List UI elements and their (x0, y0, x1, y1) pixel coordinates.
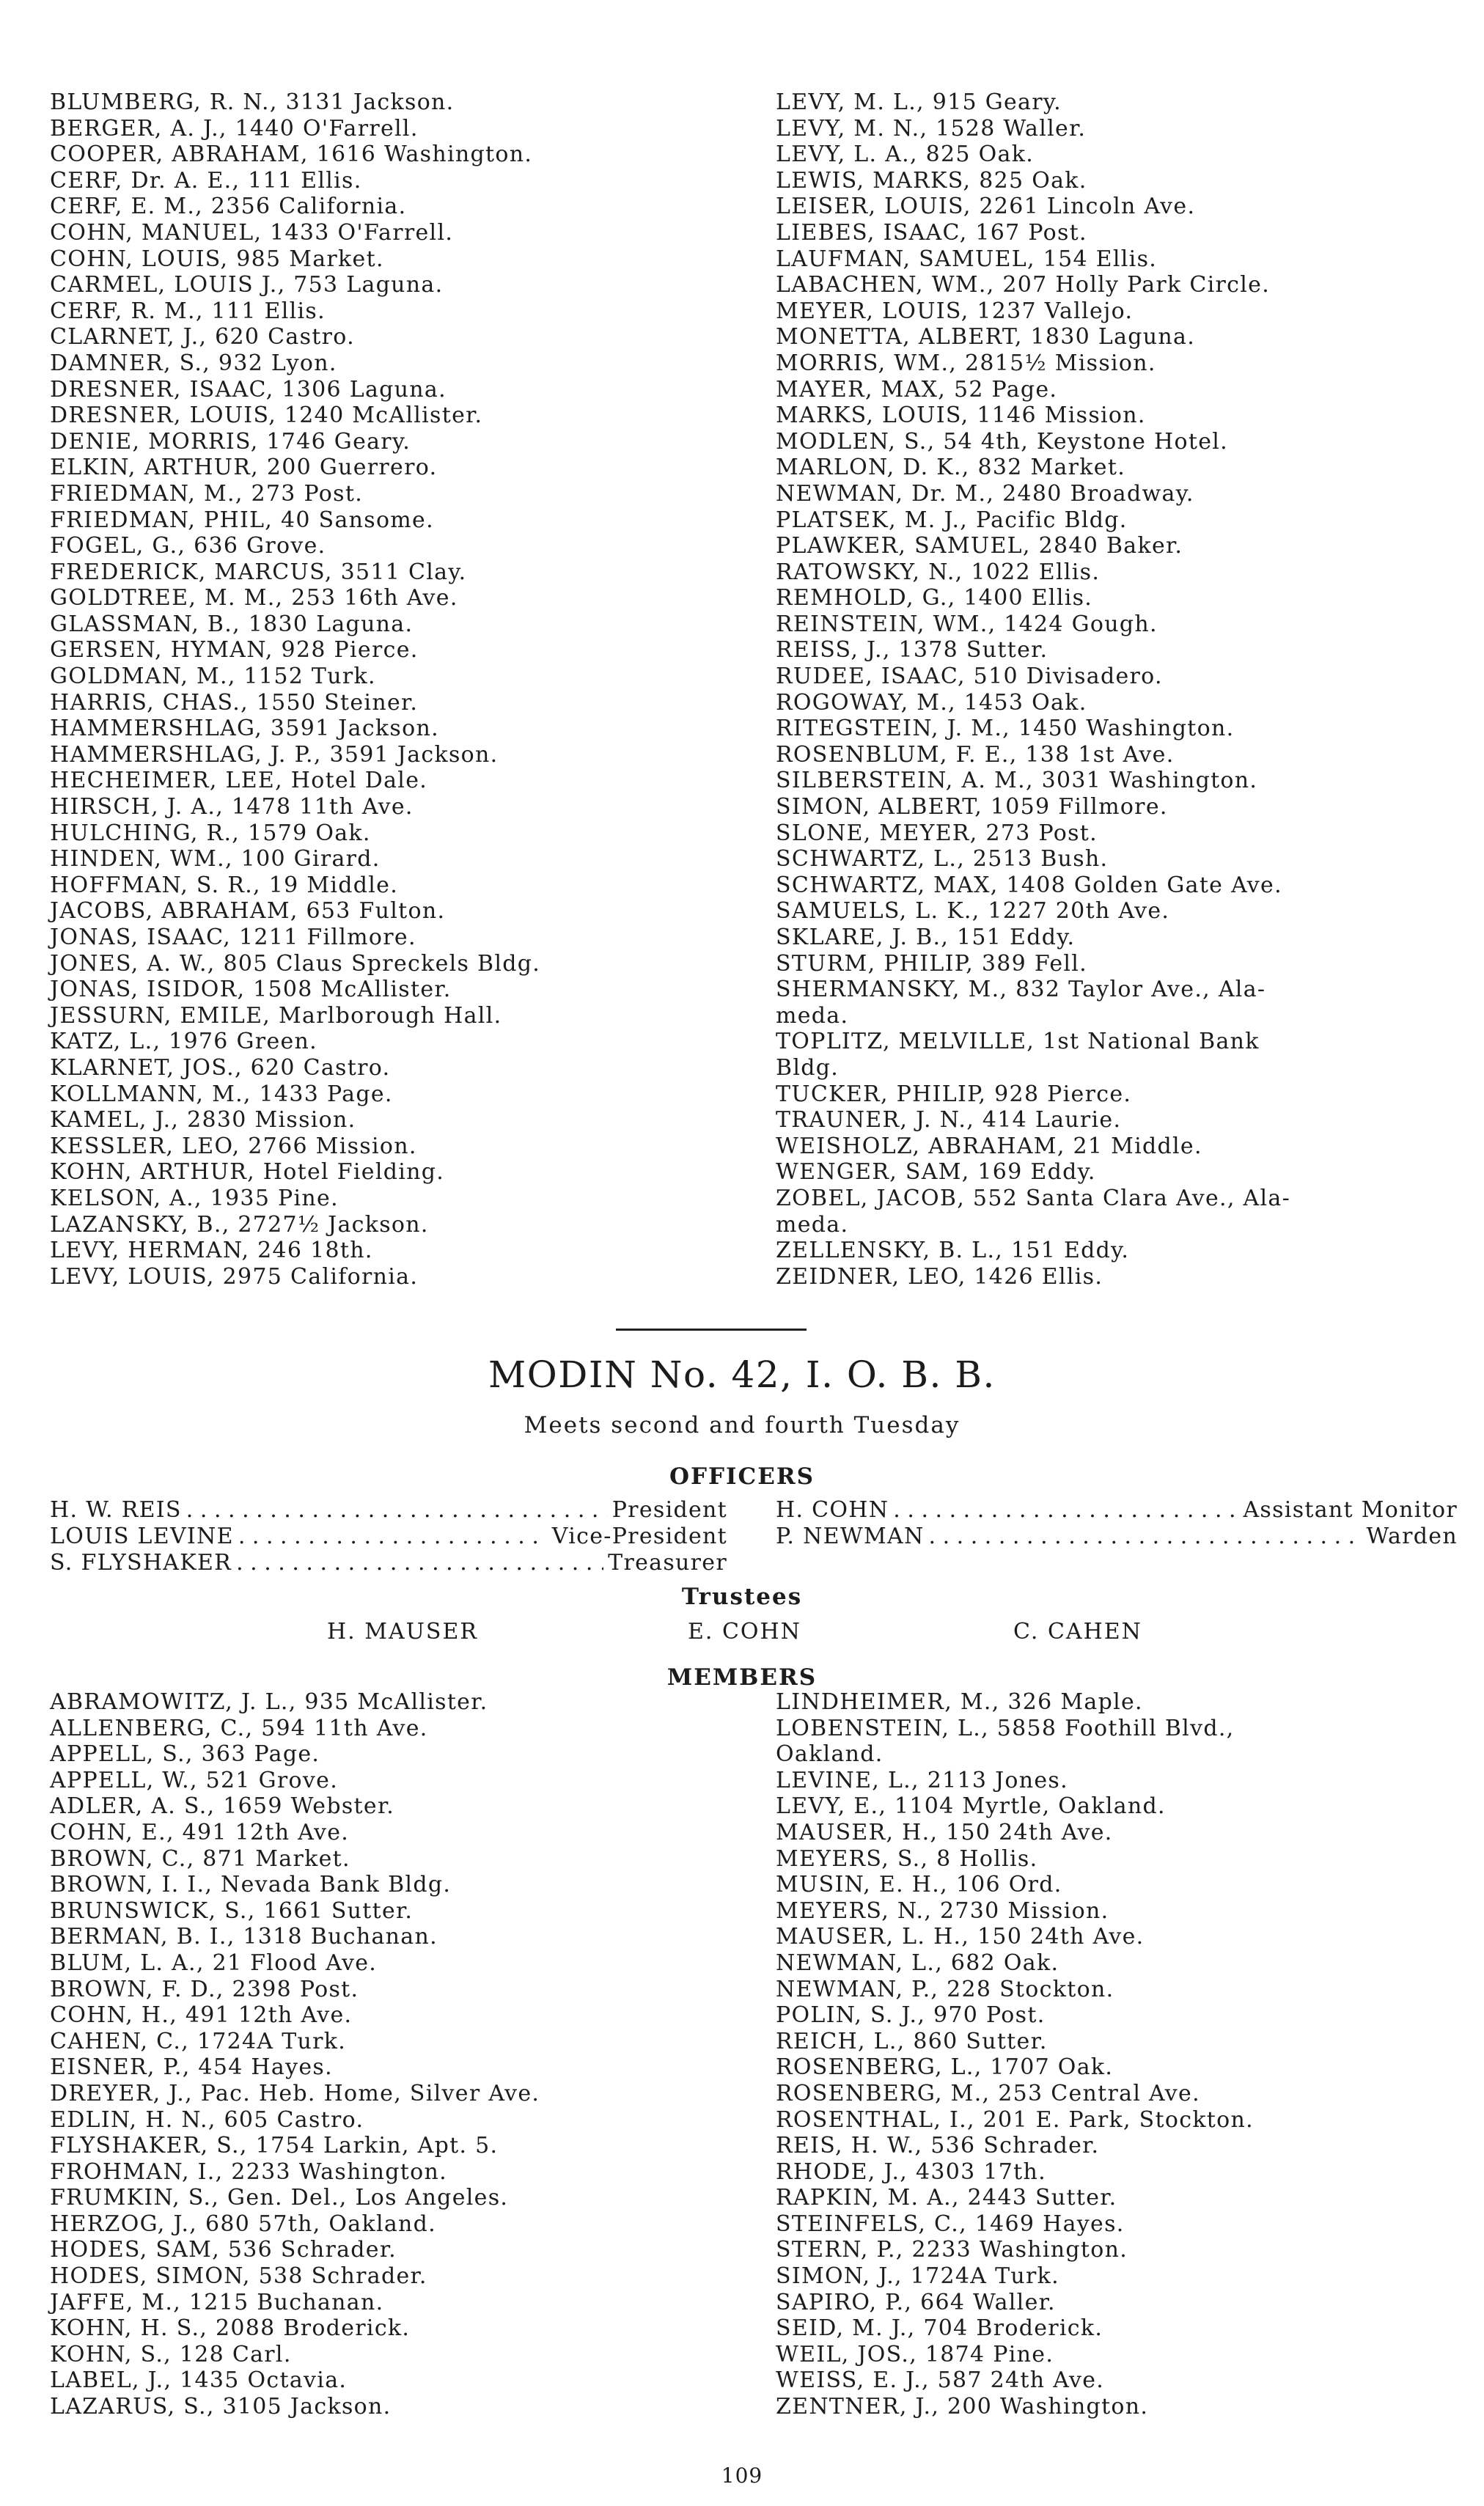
section-divider (616, 1329, 807, 1331)
list-entry: STURM, PHILIP, 389 Fell. (776, 950, 1088, 977)
list-entry: KOLLMANN, M., 1433 Page. (50, 1081, 393, 1107)
list-entry: LINDHEIMER, M., 326 Maple. (776, 1689, 1143, 1715)
list-entry: FOGEL, G., 636 Grove. (50, 533, 326, 559)
list-entry: SEID, M. J., 704 Broderick. (776, 2315, 1103, 2342)
list-entry: WENGER, SAM, 169 Eddy. (776, 1159, 1096, 1186)
list-entry: APPELL, S., 363 Page. (50, 1741, 320, 1768)
officer-role: President (611, 1497, 727, 1523)
officer-row (50, 1524, 727, 1550)
list-entry: HINDEN, WM., 100 Girard. (50, 846, 381, 872)
officer-role: Vice-President (551, 1524, 727, 1549)
list-entry: REIS, H. W., 536 Schrader. (776, 2133, 1100, 2159)
list-entry: HOFFMAN, S. R., 19 Middle. (50, 872, 399, 898)
list-entry: PLAWKER, SAMUEL, 2840 Baker. (776, 533, 1183, 559)
list-entry: ROSENBERG, L., 1707 Oak. (776, 2054, 1114, 2081)
list-entry: CERF, R. M., 111 Ellis. (50, 298, 326, 324)
list-entry: JACOBS, ABRAHAM, 653 Fulton. (50, 898, 446, 925)
list-entry: POLIN, S. J., 970 Post. (776, 2002, 1046, 2029)
list-entry: MORRIS, WM., 2815½ Mission. (776, 350, 1156, 376)
list-entry: NEWMAN, L., 682 Oak. (776, 1950, 1059, 1976)
list-entry: ZELLENSKY, B. L., 151 Eddy. (776, 1238, 1130, 1264)
list-entry: RATOWSKY, N., 1022 Ellis. (776, 559, 1101, 585)
list-entry: COOPER, ABRAHAM, 1616 Washington. (50, 142, 533, 168)
list-entry: CAHEN, C., 1724A Turk. (50, 2028, 347, 2054)
list-entry: Oakland. (776, 1741, 884, 1768)
list-entry: KELSON, A., 1935 Pine. (50, 1185, 339, 1211)
list-entry: TRAUNER, J. N., 414 Laurie. (776, 1107, 1122, 1133)
list-entry: BERGER, A. J., 1440 O'Farrell. (50, 115, 419, 142)
list-entry: APPELL, W., 521 Grove. (50, 1767, 339, 1793)
officer-role: Assistant Monitor (1243, 1497, 1458, 1523)
list-entry: MARKS, LOUIS, 1146 Mission. (776, 403, 1146, 429)
leader-dots (929, 1524, 1362, 1549)
member-list-bottom-right (776, 1689, 1254, 2420)
list-entry: NEWMAN, P., 228 Stockton. (776, 1976, 1114, 2002)
list-entry: DAMNER, S., 932 Lyon. (50, 350, 337, 376)
list-entry: BROWN, F. D., 2398 Post. (50, 1976, 359, 2002)
list-entry: REMHOLD, G., 1400 Ellis. (776, 585, 1093, 611)
list-entry: EDLIN, H. N., 605 Castro. (50, 2106, 364, 2133)
officer-name: H. COHN (776, 1497, 889, 1523)
list-entry: SLONE, MEYER, 273 Post. (776, 820, 1098, 846)
list-entry: LAUFMAN, SAMUEL, 154 Ellis. (776, 246, 1158, 272)
list-entry: TOPLITZ, MELVILLE, 1st National Bank (776, 1029, 1260, 1055)
list-entry: MODLEN, S., 54 4th, Keystone Hotel. (776, 428, 1229, 455)
list-entry: ELKIN, ARTHUR, 200 Guerrero. (50, 455, 438, 481)
list-entry: COHN, E., 491 12th Ave. (50, 1819, 350, 1845)
list-entry: ALLENBERG, C., 594 11th Ave. (50, 1715, 428, 1741)
list-entry: COHN, LOUIS, 985 Market. (50, 246, 384, 272)
list-entry: LEVINE, L., 2113 Jones. (776, 1767, 1068, 1793)
list-entry: HECHEIMER, LEE, Hotel Dale. (50, 768, 428, 794)
list-entry: GERSEN, HYMAN, 928 Pierce. (50, 637, 419, 664)
list-entry: BROWN, I. I., Nevada Bank Bldg. (50, 1872, 452, 1898)
leader-dots (893, 1497, 1238, 1523)
list-entry: SIMON, ALBERT, 1059 Fillmore. (776, 794, 1168, 820)
list-entry: SKLARE, J. B., 151 Eddy. (776, 925, 1076, 950)
officer-role: Treasurer (608, 1550, 727, 1576)
list-entry: HODES, SIMON, 538 Schrader. (50, 2263, 427, 2290)
list-entry: HAMMERSHLAG, J. P., 3591 Jackson. (50, 741, 499, 768)
list-entry: LAZARUS, S., 3105 Jackson. (50, 2394, 392, 2420)
list-entry: KATZ, L., 1976 Green. (50, 1029, 318, 1055)
list-entry: REINSTEIN, WM., 1424 Gough. (776, 611, 1158, 637)
list-entry: RHODE, J., 4303 17th. (776, 2158, 1046, 2185)
list-entry: MEYERS, N., 2730 Mission. (776, 1897, 1109, 1924)
list-entry: KAMEL, J., 2830 Mission. (50, 1107, 356, 1133)
officer-role: Warden (1366, 1524, 1458, 1549)
officer-name: H. W. REIS (50, 1497, 182, 1523)
list-entry: TUCKER, PHILIP, 928 Pierce. (776, 1081, 1132, 1107)
member-list-bottom-left (50, 1689, 540, 2420)
list-entry: meda. (776, 1002, 849, 1029)
list-entry: LAZANSKY, B., 2727½ Jackson. (50, 1211, 429, 1238)
list-entry: MEYERS, S., 8 Hollis. (776, 1845, 1038, 1872)
list-entry: KLARNET, JOS., 620 Castro. (50, 1054, 391, 1081)
list-entry: SCHWARTZ, L., 2513 Bush. (776, 846, 1109, 872)
list-entry: MAYER, MAX, 52 Page. (776, 376, 1058, 403)
list-entry: FROHMAN, I., 2233 Washington. (50, 2158, 447, 2185)
list-entry: BLUM, L. A., 21 Flood Ave. (50, 1950, 378, 1976)
member-list-top-right (776, 89, 1290, 1290)
list-entry: STEINFELS, C., 1469 Hayes. (776, 2211, 1125, 2237)
list-entry: FRIEDMAN, PHIL, 40 Sansome. (50, 507, 434, 533)
list-entry: MONETTA, ALBERT, 1830 Laguna. (776, 324, 1196, 350)
list-entry: FREDERICK, MARCUS, 3511 Clay. (50, 559, 467, 585)
list-entry: REISS, J., 1378 Sutter. (776, 637, 1048, 664)
list-entry: LEVY, LOUIS, 2975 California. (50, 1263, 419, 1290)
officer-name: LOUIS LEVINE (50, 1524, 234, 1549)
list-entry: BROWN, C., 871 Market. (50, 1845, 350, 1872)
list-entry: MAUSER, H., 150 24th Ave. (776, 1819, 1113, 1845)
list-entry: MARLON, D. K., 832 Market. (776, 455, 1126, 481)
officer-row (776, 1497, 1458, 1524)
list-entry: RAPKIN, M. A., 2443 Sutter. (776, 2185, 1117, 2211)
list-entry: DRESNER, ISAAC, 1306 Laguna. (50, 376, 447, 403)
list-entry: CERF, Dr. A. E., 111 Ellis. (50, 167, 362, 194)
list-entry: MUSIN, E. H., 106 Ord. (776, 1872, 1062, 1898)
list-entry: PLATSEK, M. J., Pacific Bldg. (776, 507, 1128, 533)
list-entry: LABEL, J., 1435 Octavia. (50, 2367, 348, 2394)
trustees-heading: Trustees (681, 1584, 803, 1610)
list-entry: LEVY, HERMAN, 246 18th. (50, 1238, 373, 1264)
leader-dots (238, 1524, 548, 1549)
list-entry: HIRSCH, J. A., 1478 11th Ave. (50, 794, 414, 820)
officer-name: S. FLYSHAKER (50, 1550, 232, 1576)
list-entry: WEISS, E. J., 587 24th Ave. (776, 2367, 1105, 2394)
list-entry: JONES, A. W., 805 Claus Spreckels Bldg. (50, 950, 541, 977)
list-entry: LABACHEN, WM., 207 Holly Park Circle. (776, 272, 1271, 298)
list-entry: KOHN, ARTHUR, Hotel Fielding. (50, 1159, 445, 1186)
list-entry: JAFFE, M., 1215 Buchanan. (50, 2289, 384, 2315)
officer-row (50, 1497, 727, 1524)
list-entry: DRESNER, LOUIS, 1240 McAllister. (50, 403, 483, 429)
list-entry: meda. (776, 1211, 849, 1238)
list-entry: GLASSMAN, B., 1830 Laguna. (50, 611, 414, 637)
list-entry: LIEBES, ISAAC, 167 Post. (776, 219, 1087, 246)
list-entry: BLUMBERG, R. N., 3131 Jackson. (50, 89, 455, 115)
meeting-schedule: Meets second and fourth Tuesday (524, 1412, 960, 1438)
list-entry: LEVY, E., 1104 Myrtle, Oakland. (776, 1793, 1166, 1820)
list-entry: LEVY, L. A., 825 Oak. (776, 142, 1035, 168)
list-entry: WEISHOLZ, ABRAHAM, 21 Middle. (776, 1133, 1202, 1159)
list-entry: HAMMERSHLAG, 3591 Jackson. (50, 716, 439, 742)
officers-heading: OFFICERS (669, 1463, 815, 1490)
list-entry: ABRAMOWITZ, J. L., 935 McAllister. (50, 1689, 488, 1715)
list-entry: DREYER, J., Pac. Heb. Home, Silver Ave. (50, 2080, 540, 2106)
list-entry: HERZOG, J., 680 57th, Oakland. (50, 2211, 436, 2237)
list-entry: LEISER, LOUIS, 2261 Lincoln Ave. (776, 194, 1196, 220)
list-entry: SIMON, J., 1724A Turk. (776, 2263, 1059, 2290)
list-entry: COHN, MANUEL, 1433 O'Farrell. (50, 219, 454, 246)
list-entry: FRIEDMAN, M., 273 Post. (50, 480, 364, 507)
list-entry: COHN, H., 491 12th Ave. (50, 2002, 353, 2029)
list-entry: HODES, SAM, 536 Schrader. (50, 2237, 397, 2263)
trustee-name: C. CAHEN (1013, 1619, 1142, 1645)
list-entry: CERF, E. M., 2356 California. (50, 194, 407, 220)
list-entry: SILBERSTEIN, A. M., 3031 Washington. (776, 768, 1258, 794)
list-entry: BERMAN, B. I., 1318 Buchanan. (50, 1924, 438, 1950)
list-entry: MEYER, LOUIS, 1237 Vallejo. (776, 298, 1134, 324)
list-entry: RUDEE, ISAAC, 510 Divisadero. (776, 664, 1163, 690)
officer-row (50, 1550, 727, 1576)
list-entry: JESSURN, EMILE, Marlborough Hall. (50, 1002, 502, 1029)
list-entry: FLYSHAKER, S., 1754 Larkin, Apt. 5. (50, 2133, 499, 2159)
list-entry: SCHWARTZ, MAX, 1408 Golden Gate Ave. (776, 872, 1282, 898)
list-entry: JONAS, ISIDOR, 1508 McAllister. (50, 977, 452, 1003)
list-entry: BRUNSWICK, S., 1661 Sutter. (50, 1897, 414, 1924)
list-entry: ADLER, A. S., 1659 Webster. (50, 1793, 395, 1820)
list-entry: Bldg. (776, 1054, 840, 1081)
list-entry: LOBENSTEIN, L., 5858 Foothill Blvd., (776, 1715, 1235, 1741)
list-entry: LEVY, M. L., 915 Geary. (776, 89, 1062, 115)
leader-dots (236, 1550, 603, 1576)
trustee-name: H. MAUSER (327, 1619, 478, 1645)
list-entry: SAMUELS, L. K., 1227 20th Ave. (776, 898, 1170, 925)
list-entry: ROGOWAY, M., 1453 Oak. (776, 689, 1087, 716)
members-heading: MEMBERS (666, 1664, 818, 1691)
member-list-top-left (50, 89, 540, 1290)
list-entry: SAPIRO, P., 664 Waller. (776, 2289, 1056, 2315)
list-entry: ZENTNER, J., 200 Washington. (776, 2394, 1149, 2420)
list-entry: GOLDMAN, M., 1152 Turk. (50, 664, 376, 690)
list-entry: KOHN, S., 128 Carl. (50, 2341, 292, 2367)
list-entry: ROSENBLUM, F. E., 138 1st Ave. (776, 741, 1175, 768)
list-entry: STERN, P., 2233 Washington. (776, 2237, 1128, 2263)
list-entry: MAUSER, L. H., 150 24th Ave. (776, 1924, 1145, 1950)
officer-row (776, 1524, 1458, 1550)
list-entry: SHERMANSKY, M., 832 Taylor Ave., Ala- (776, 977, 1266, 1003)
list-entry: KOHN, H. S., 2088 Broderick. (50, 2315, 411, 2342)
list-entry: LEWIS, MARKS, 825 Oak. (776, 167, 1087, 194)
list-entry: GOLDTREE, M. M., 253 16th Ave. (50, 585, 458, 611)
list-entry: HARRIS, CHAS., 1550 Steiner. (50, 689, 419, 716)
list-entry: HULCHING, R., 1579 Oak. (50, 820, 371, 846)
list-entry: JONAS, ISAAC, 1211 Fillmore. (50, 925, 416, 950)
leader-dots (186, 1497, 608, 1523)
page-number: 109 (721, 2463, 763, 2488)
list-entry: WEIL, JOS., 1874 Pine. (776, 2341, 1054, 2367)
lodge-title: MODIN No. 42, I. O. B. B. (488, 1353, 996, 1396)
list-entry: CARMEL, LOUIS J., 753 Laguna. (50, 272, 444, 298)
list-entry: DENIE, MORRIS, 1746 Geary. (50, 428, 411, 455)
list-entry: ROSENTHAL, I., 201 E. Park, Stockton. (776, 2106, 1254, 2133)
trustee-name: E. COHN (688, 1619, 801, 1645)
list-entry: ZEIDNER, LEO, 1426 Ellis. (776, 1263, 1103, 1290)
list-entry: KESSLER, LEO, 2766 Mission. (50, 1133, 417, 1159)
list-entry: NEWMAN, Dr. M., 2480 Broadway. (776, 480, 1194, 507)
list-entry: ROSENBERG, M., 253 Central Ave. (776, 2080, 1200, 2106)
list-entry: RITEGSTEIN, J. M., 1450 Washington. (776, 716, 1235, 742)
list-entry: ZOBEL, JACOB, 552 Santa Clara Ave., Ala- (776, 1185, 1291, 1211)
list-entry: CLARNET, J., 620 Castro. (50, 324, 355, 350)
list-entry: REICH, L., 860 Sutter. (776, 2028, 1048, 2054)
list-entry: LEVY, M. N., 1528 Waller. (776, 115, 1087, 142)
officer-name: P. NEWMAN (776, 1524, 925, 1549)
list-entry: FRUMKIN, S., Gen. Del., Los Angeles. (50, 2185, 509, 2211)
list-entry: EISNER, P., 454 Hayes. (50, 2054, 333, 2081)
